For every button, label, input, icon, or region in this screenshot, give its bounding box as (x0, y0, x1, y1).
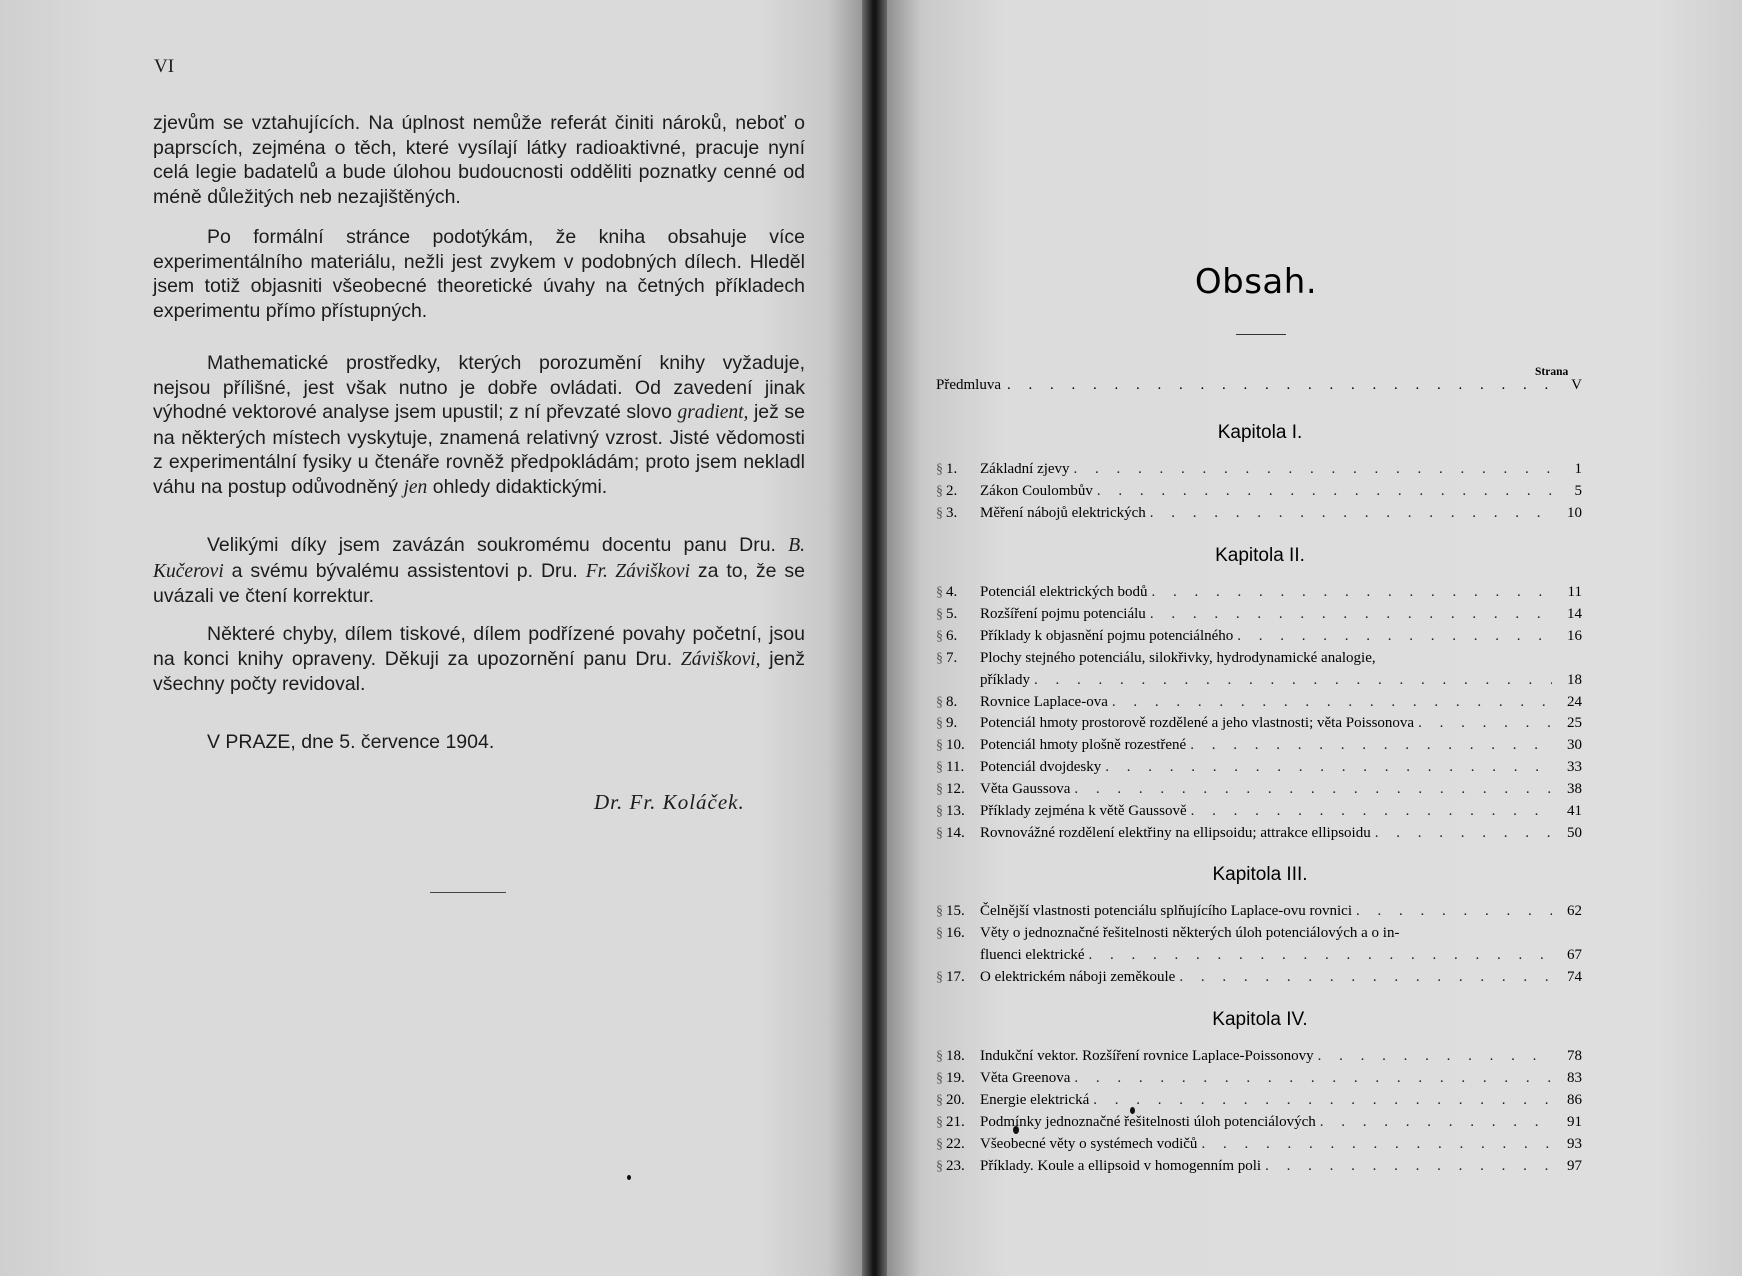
toc-entry-label: Věta Gaussova (980, 781, 1071, 798)
toc-entry-page: 30 (1567, 737, 1582, 754)
toc-entry-page: 41 (1567, 803, 1582, 819)
dot-leader (1151, 584, 1552, 601)
toc-entry-label: Měření nábojů elektrických (980, 504, 1146, 521)
paragraph-3-text-c: ohledy didaktickými. (432, 475, 608, 498)
title-rule (1236, 334, 1286, 335)
paragraph-3-text-a: Mathematické prostředky, kterých porozumění knihy vyžaduje, nejsou přílišné, jest však nutno je dobře ovládati. Od zavedení jinak výhodné vektorové analyse jsem upustil; z ní převzaté slovo (153, 352, 805, 424)
toc-entry-page: 10 (1567, 504, 1582, 521)
toc-entry-label: Potenciál dvojdesky (980, 759, 1102, 776)
chapter-heading: Kapitola II. (1215, 545, 1305, 566)
toc-entry (936, 456, 1582, 478)
dot-leader (1150, 606, 1552, 623)
toc-entry (936, 964, 1582, 986)
paragraph-4-italic-zavisek: Fr. Záviškovi (585, 560, 690, 582)
toc-entry-page: 74 (1567, 968, 1582, 985)
toc-entry-label: Potenciál elektrických bodů (980, 584, 1148, 600)
toc-entry-number: 11. (946, 759, 965, 776)
toc-entry-label: Podmínky jednoznačné řešitelnosti úloh potenciálových (980, 1113, 1316, 1130)
toc-entry-number: 7. (946, 649, 958, 666)
toc-entry-number: 20. (946, 1091, 965, 1108)
dot-leader (1265, 1158, 1552, 1175)
toc-entry-label: Příklady. Koule a ellipsoid v homogenním poli (980, 1157, 1262, 1174)
toc-title: Obsah. (1194, 262, 1318, 302)
toc-entry-label: Všeobecné věty o systémech vodičů (980, 1135, 1198, 1152)
toc-entry (936, 1109, 1582, 1131)
paragraph-4-text-a: Velikými díky jsem zavázán soukromému docentu panu Dru. (207, 534, 776, 556)
toc-entry-page: 83 (1567, 1069, 1582, 1086)
toc-entry-label: fluenci elektrické (980, 946, 1085, 963)
toc-entry-label: Rozšíření pojmu potenciálu (980, 605, 1146, 622)
dot-leader (1112, 694, 1552, 711)
toc-entry-label: příklady (980, 671, 1030, 688)
section-mark: § (936, 782, 943, 798)
chapter-heading: Kapitola IV. (1212, 1009, 1308, 1030)
toc-entry-page: 50 (1567, 824, 1582, 841)
section-mark: § (936, 462, 943, 477)
toc-entry (936, 942, 1582, 964)
toc-entry-page: 11 (1567, 584, 1582, 600)
toc-entry-number: 4. (946, 584, 958, 600)
toc-entry (936, 601, 1582, 623)
toc-entry (936, 478, 1582, 500)
paragraph-5-text-a: Některé chyby, dílem tiskové, dílem podřízené povahy početní, jsou na konci knihy opraveny. Děkuji za upozornění panu Dru. (153, 623, 805, 670)
toc-entry (936, 820, 1582, 842)
dot-leader (1320, 1114, 1552, 1131)
toc-entry (936, 754, 1582, 776)
toc-entry-number: 5. (946, 605, 958, 622)
toc-entry-label: Věta Greenova (980, 1069, 1071, 1086)
page-column-label: Strana (1535, 366, 1569, 378)
toc-entry-page: 33 (1567, 759, 1582, 776)
toc-entry-number: 12. (946, 781, 965, 798)
section-mark: § (936, 505, 943, 521)
toc-entry-number: 8. (946, 693, 958, 710)
signature: Dr. Fr. Koláček. (594, 790, 745, 814)
section-mark: § (936, 628, 943, 644)
toc-entry-number: 15. (946, 903, 965, 919)
paragraph-5-text-b: jenž všechny počty revidoval. (153, 647, 806, 696)
dot-leader (1093, 1092, 1552, 1109)
toc-entry-label: Plochy stejného potenciálu, silokřivky, hydrodynamické analogie, (980, 649, 1376, 666)
dot-leader (1356, 903, 1552, 920)
paragraph-1: zjevům se vztahujících. Na úplnost nemůže referát činiti nároků, neboť o paprscích, zejména o těch, které vysílají látky radioaktivné, pracuje nyní celá legie badatelů a bude úlohou budoucnosti odděliti poznatky cenné od méně důležitých neb nezajištěných. (153, 112, 805, 208)
dot-leader (1097, 483, 1552, 500)
paragraph-4-italic-kucera: B. Kučerovi (153, 535, 805, 582)
dot-leader (1089, 947, 1552, 964)
section-mark: § (936, 1049, 943, 1064)
toc-entry-page: 5 (1574, 482, 1582, 499)
toc-entry-label: Potenciál hmoty prostorově rozdělené a jeho vlastnosti; věta Poissonova (980, 715, 1415, 732)
divider-rule (430, 892, 506, 893)
section-mark: § (936, 585, 943, 600)
toc-entry-number: 22. (946, 1135, 965, 1152)
dot-leader (1201, 1136, 1552, 1153)
ink-speck (627, 1175, 631, 1180)
toc-entry-label: O elektrickém náboji zeměkoule (980, 968, 1176, 985)
toc-entry-label: Příklady zejména k větě Gaussově (980, 803, 1187, 819)
toc-entry-number: 23. (946, 1157, 965, 1174)
section-mark: § (936, 969, 943, 985)
dot-leader (1318, 1048, 1552, 1065)
toc-entry (936, 579, 1582, 601)
toc-entry-page: 24 (1567, 693, 1582, 710)
toc-entry-number: 21. (946, 1113, 965, 1130)
section-mark: § (936, 1092, 943, 1108)
toc-entry-page: 62 (1567, 903, 1582, 919)
toc-entry-number: 14. (946, 824, 965, 841)
section-mark: § (936, 1070, 943, 1086)
toc-entry-number: 16. (946, 924, 965, 941)
toc-entry-label: Indukční vektor. Rozšíření rovnice Laplace-Poissonovy (980, 1048, 1314, 1064)
toc-entry-page: 91 (1567, 1113, 1582, 1130)
toc-entry-label: Rovnovážné rozdělení elektřiny na ellipsoidu; attrakce ellipsoidu (980, 824, 1371, 841)
toc-entry (936, 798, 1582, 820)
toc-entry (936, 689, 1582, 711)
paragraph-3-text-b: jež se na některých místech vyskytuje, znamená relativný vzrost. Jisté vědomosti z experimentální fysiky u čtenáře rovněž předpokládám; proto jsem nekladl váhu na postup odůvodněný (153, 401, 805, 498)
toc-entry-number: 1. (946, 461, 958, 477)
toc-entry-page: 78 (1567, 1048, 1582, 1064)
toc-entry-number: 3. (946, 504, 958, 521)
toc-entry (936, 1153, 1582, 1175)
dot-leader (1237, 628, 1552, 645)
chapter-heading: Kapitola III. (1212, 864, 1308, 885)
paragraph-3-italic-gradient: gradient, (677, 402, 749, 424)
toc-entry-label: Základní zjevy (980, 461, 1070, 477)
section-mark: § (936, 483, 943, 499)
toc-entry-page: 18 (1567, 671, 1582, 688)
toc-entry-page: 93 (1567, 1135, 1582, 1152)
toc-entry-page: 86 (1567, 1091, 1582, 1108)
dot-leader (1375, 825, 1552, 842)
toc-entry (936, 667, 1582, 689)
book-gutter (862, 0, 887, 1276)
toc-entry-label: Věty o jednoznačné řešitelnosti některých úloh potenciálových a o in- (980, 924, 1400, 941)
section-mark: § (936, 1158, 943, 1174)
toc-entry (936, 776, 1582, 798)
preface-page: V (1571, 377, 1582, 393)
dot-leader (1007, 377, 1565, 394)
toc-entry-number: 6. (946, 627, 958, 644)
section-mark: § (936, 804, 943, 819)
section-mark: § (936, 650, 943, 666)
section-mark: § (936, 1114, 943, 1130)
toc-entry-label: Čelnější vlastnosti potenciálu splňujícího Laplace-ovu rovnici (980, 903, 1352, 919)
dateline: V PRAZE, dne 5. července 1904. (207, 731, 495, 753)
dot-leader (1074, 781, 1552, 798)
paragraph-2: Po formální stránce podotýkám, že kniha obsahuje více experimentálního materiálu, nežli jest zvykem v podobných dílech. Hleděl jsem totiž objasniti všeobecné theoretické úvahy na četných příkladech experimentu přímo přístupných. (153, 226, 805, 322)
chapter-heading: Kapitola I. (1217, 422, 1303, 443)
dot-leader (1179, 969, 1552, 986)
paragraph-4-text-b: a svému bývalému assistentovi p. Dru. (231, 559, 578, 582)
page-number: VI (154, 56, 175, 77)
toc-entry-label: Zákon Coulombův (980, 482, 1093, 499)
toc-entry-page: 67 (1567, 946, 1582, 963)
toc-entry (936, 1065, 1582, 1087)
section-mark: § (936, 606, 943, 622)
left-page (0, 0, 862, 1276)
dot-leader (1074, 461, 1552, 478)
section-mark: § (936, 716, 943, 732)
toc-entry-page: 1 (1574, 461, 1582, 477)
section-mark: § (936, 925, 943, 941)
toc-entry-page: 16 (1567, 627, 1582, 644)
toc-entry-label: Energie elektrická (980, 1091, 1090, 1108)
section-mark: § (936, 760, 943, 776)
toc-entry-page: 38 (1567, 781, 1582, 798)
toc-entry (936, 645, 1582, 667)
dot-leader (1190, 737, 1552, 754)
toc-entry-number: 9. (946, 715, 958, 732)
paragraph-3 (153, 351, 805, 501)
paragraph-4-text-c: za to, že se uvázali ve čtení korrektur. (153, 559, 806, 608)
paragraph-4 (153, 533, 805, 609)
dot-leader (1105, 759, 1552, 776)
toc-entry (936, 1087, 1582, 1109)
ink-speck (1130, 1107, 1135, 1114)
toc-entry-number: 18. (946, 1048, 965, 1064)
toc-entry-page: 25 (1567, 715, 1582, 732)
toc-entry (936, 920, 1582, 942)
section-mark: § (936, 904, 943, 919)
section-mark: § (936, 1136, 943, 1152)
toc-entry (936, 710, 1582, 732)
toc-entry-label: Rovnice Laplace-ova (980, 693, 1108, 710)
dot-leader (1150, 505, 1552, 522)
toc-entry-page: 14 (1567, 605, 1582, 622)
paragraph-3-italic-jen: jen (403, 476, 428, 498)
toc-entry-number: 13. (946, 803, 965, 819)
toc-preface-row (936, 377, 1582, 394)
toc-entry-page: 97 (1567, 1157, 1582, 1174)
toc-entry (936, 732, 1582, 754)
dot-leader (1418, 715, 1552, 732)
dot-leader (1191, 803, 1552, 820)
toc-entry-number: 19. (946, 1069, 965, 1086)
toc-entry-number: 17. (946, 968, 965, 985)
section-mark: § (936, 825, 943, 841)
section-mark: § (936, 694, 943, 710)
toc-entry (936, 500, 1582, 522)
paragraph-5 (153, 622, 805, 697)
section-mark: § (936, 738, 943, 754)
toc-entry-label: Potenciál hmoty plošně rozestřené (980, 737, 1187, 754)
dot-leader (1074, 1070, 1552, 1087)
paragraph-5-italic-zaviskovi: Záviškovi, (680, 648, 761, 670)
dot-leader (1034, 672, 1552, 689)
toc-entry (936, 623, 1582, 645)
toc-entry-number: 10. (946, 737, 965, 754)
toc-entry (936, 1131, 1582, 1153)
toc-entry (936, 898, 1582, 920)
toc-entry-label: Příklady k objasnění pojmu potenciálného (980, 627, 1234, 644)
toc-entry (936, 1043, 1582, 1065)
preface-label: Předmluva (936, 377, 1001, 393)
toc-entry-number: 2. (946, 482, 958, 499)
